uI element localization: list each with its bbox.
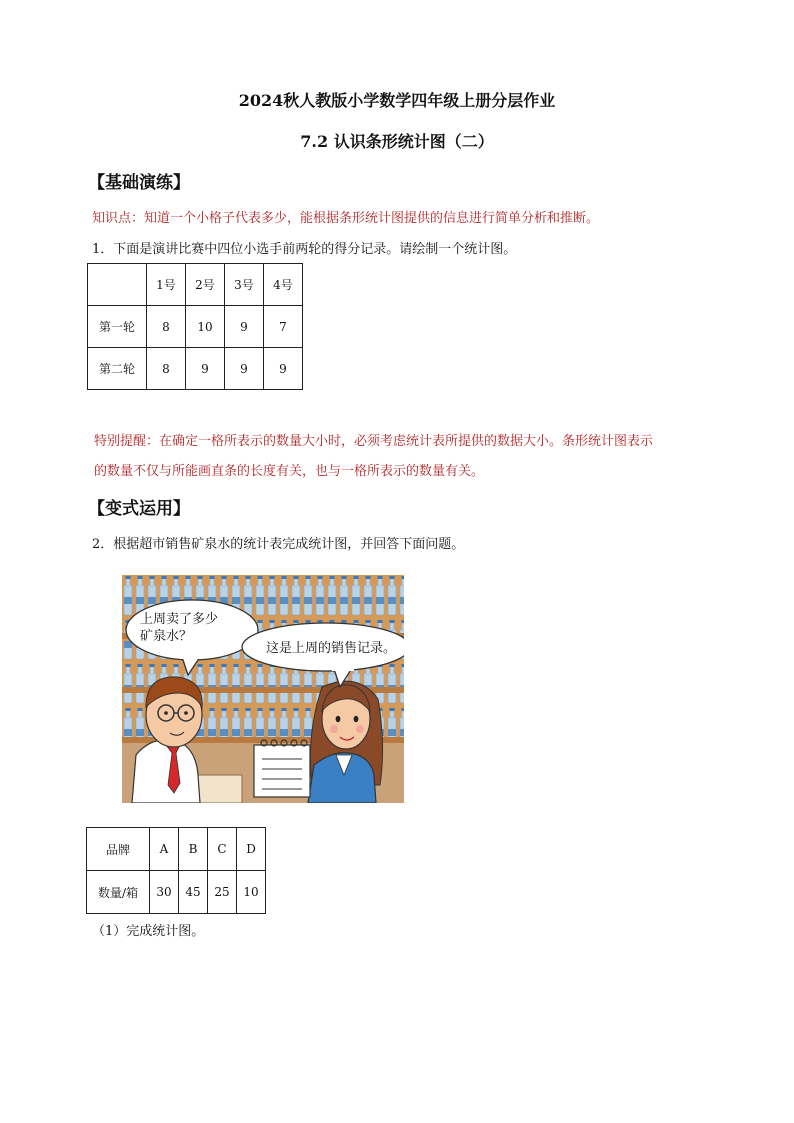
sub-question-1: （1）完成统计图。 <box>92 924 205 939</box>
table-cell: D <box>237 828 266 871</box>
table-cell <box>88 264 147 306</box>
table-cell: 8 <box>147 348 186 390</box>
table-cell: 10 <box>186 306 225 348</box>
table-cell: 3号 <box>225 264 264 306</box>
table-cell: 45 <box>179 871 208 914</box>
bubble-left-line-1: 上周卖了多少 <box>140 612 219 627</box>
table-cell: 30 <box>150 871 179 914</box>
table-row <box>88 264 303 306</box>
reminder-line-1: 特别提醒：在确定一格所表示的数量大小时，必须考虑统计表所提供的数据大小。条形统计图表示 <box>94 434 654 449</box>
table-cell: 7 <box>264 306 303 348</box>
table-cell: 4号 <box>264 264 303 306</box>
section-heading-variation: 【变式运用】 <box>88 499 190 519</box>
bubble-left-line-2: 矿泉水？ <box>140 629 193 644</box>
table-row <box>87 828 266 871</box>
question-2: 2．根据超市销售矿泉水的统计表完成统计图，并回答下面问题。 <box>92 537 465 552</box>
table-cell: 数量/箱 <box>87 871 150 914</box>
table-cell: 9 <box>264 348 303 390</box>
sales-table <box>86 827 266 914</box>
table-cell: 第二轮 <box>88 348 147 390</box>
table-cell: 9 <box>225 306 264 348</box>
bubble-right-text: 这是上周的销售记录。 <box>266 641 397 656</box>
table-cell: 25 <box>208 871 237 914</box>
table-row <box>87 871 266 914</box>
score-table <box>87 263 303 390</box>
section-heading-basic: 【基础演练】 <box>88 173 190 193</box>
table-cell: 1号 <box>147 264 186 306</box>
table-cell: C <box>208 828 237 871</box>
knowledge-point: 知识点：知道一个小格子代表多少，能根据条形统计图提供的信息进行简单分析和推断。 <box>92 211 600 226</box>
table-cell: 10 <box>237 871 266 914</box>
illustration-svg <box>122 575 404 803</box>
table-cell: A <box>150 828 179 871</box>
table-cell: 9 <box>186 348 225 390</box>
table-cell: 8 <box>147 306 186 348</box>
table-cell: 品牌 <box>87 828 150 871</box>
bubble-left-text <box>140 611 218 645</box>
table-row <box>88 306 303 348</box>
supermarket-illustration <box>122 575 404 803</box>
doc-subtitle: 7.2 认识条形统计图（二） <box>300 132 494 151</box>
table-cell: 9 <box>225 348 264 390</box>
reminder-line-2: 的数量不仅与所能画直条的长度有关，也与一格所表示的数量有关。 <box>94 464 485 479</box>
table-cell: 2号 <box>186 264 225 306</box>
table-cell: 第一轮 <box>88 306 147 348</box>
question-1: 1．下面是演讲比赛中四位小选手前两轮的得分记录。请绘制一个统计图。 <box>92 242 517 257</box>
table-cell: B <box>179 828 208 871</box>
doc-title: 2024秋人教版小学数学四年级上册分层作业 <box>238 91 556 110</box>
table-row <box>88 348 303 390</box>
